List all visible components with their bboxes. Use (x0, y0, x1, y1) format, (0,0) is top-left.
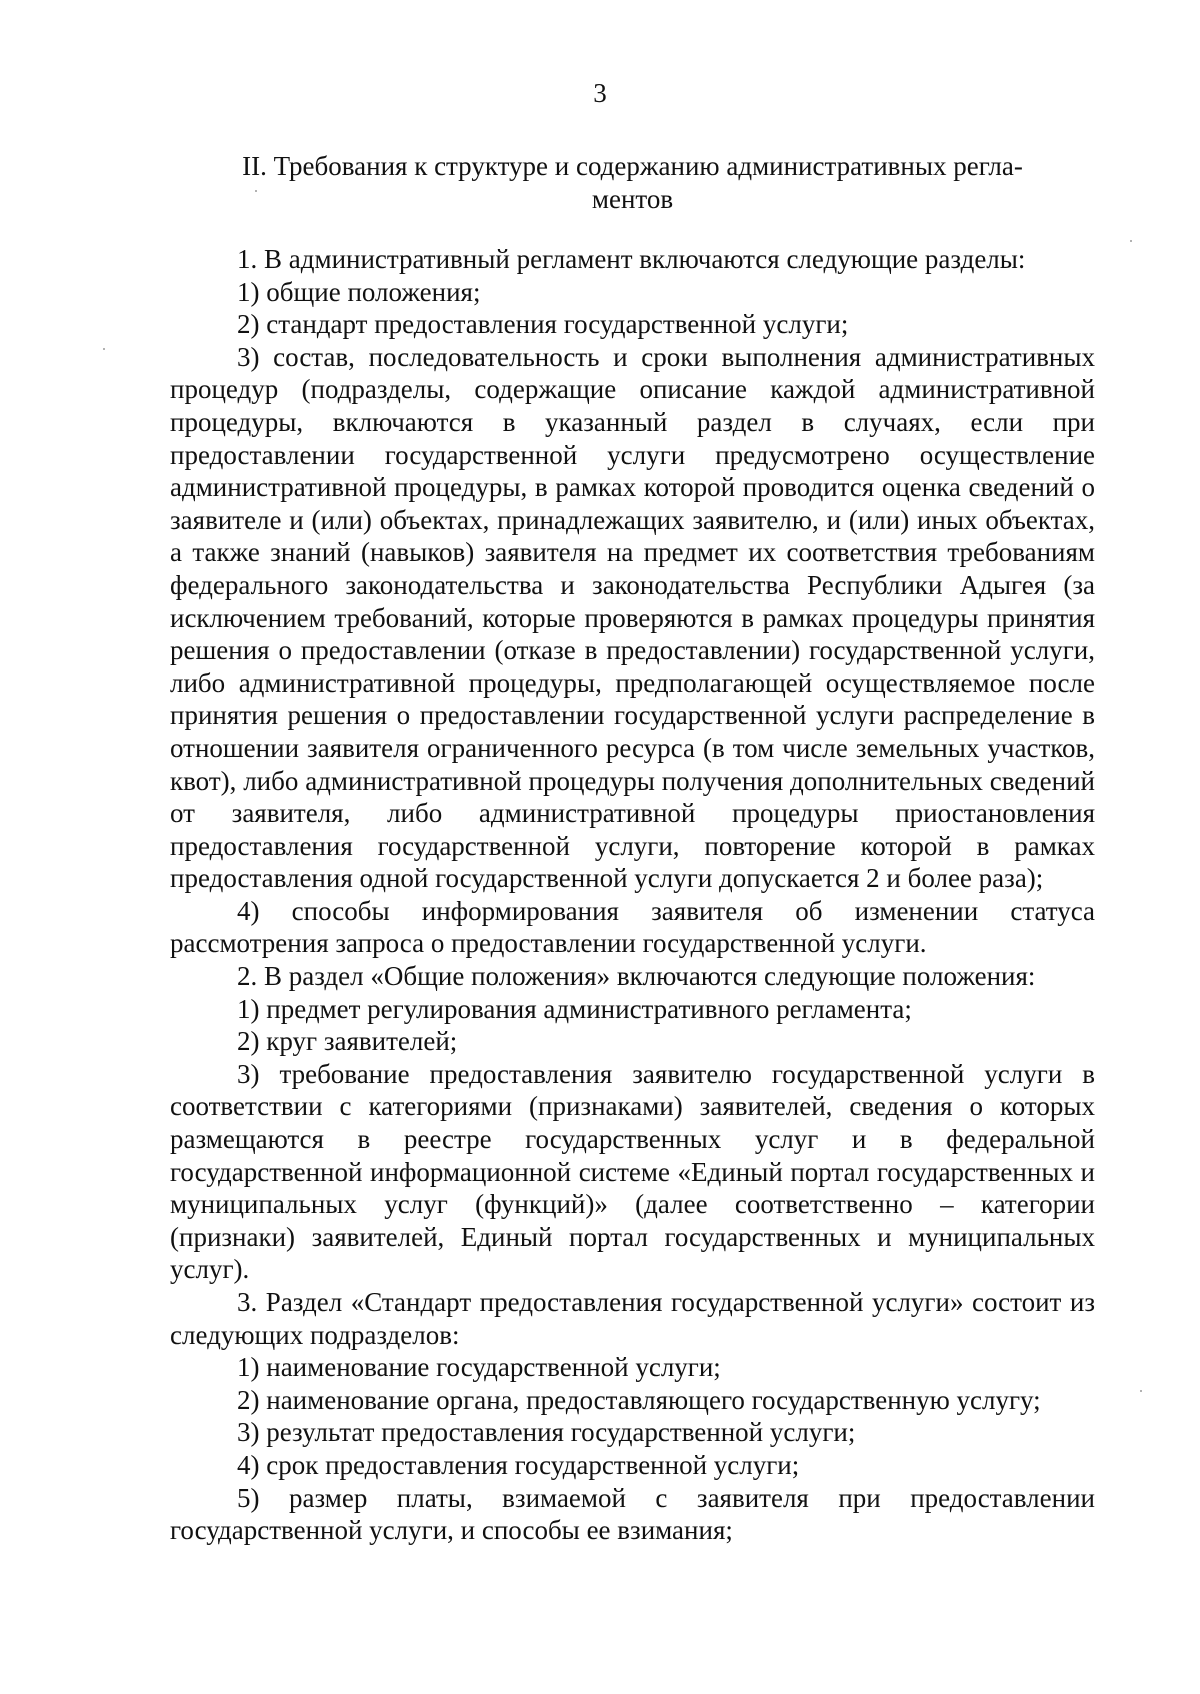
paragraph: 1. В административный регламент включаются следующие разделы: (237, 244, 1026, 274)
page-number: 3 (593, 78, 607, 108)
paragraph: 4) способы информирования заявителя об изменении статуса рассмотрения запроса о предоставлении государственной услуги. (170, 895, 1095, 959)
section-title (175, 150, 1090, 216)
paragraph: 1) общие положения; (237, 276, 481, 307)
section-title-line-2: ментов (591, 184, 674, 214)
scan-speck (103, 348, 105, 350)
paragraph: 4) срок предоставления государственной услуги; (237, 1449, 800, 1480)
paragraph: 2) наименование органа, предоставляющего государственную услугу; (237, 1384, 1041, 1415)
paragraph: 3) результат предоставления государственной услуги; (237, 1417, 856, 1448)
paragraph: 2) круг заявителей; (237, 1026, 458, 1057)
paragraph: 2) стандарт предоставления государственной услуги; (237, 309, 849, 340)
paragraph: 1) предмет регулирования административного регламента; (237, 993, 912, 1024)
paragraph: 3. Раздел «Стандарт предоставления государственной услуги» состоит из следующих подразделов: (170, 1287, 1095, 1350)
paragraph: 1) наименование государственной услуги; (237, 1352, 721, 1383)
section-title-line-1: II. Требования к структуре и содержанию административных регла- (242, 151, 1023, 181)
paragraph: 2. В раздел «Общие положения» включаются следующие положения: (237, 961, 1036, 992)
scan-speck (1130, 240, 1132, 242)
scan-speck (255, 190, 257, 192)
scan-speck (1140, 1390, 1142, 1392)
paragraph: 3) состав, последовательность и сроки выполнения административных процедур (подразделы, содержащие описание каждой административной процедуры, включаются в указанный раздел в случаях, если при предоставлении государственной услуги предусмотрено осуществление административной процедуры, в рамках которой проводится оценка сведений о заявителе и (или) объектах, принадлежащих заявителю, и (или) иных объектах, а также знаний (навыков) заявителя на предмет их соответствия требованиям федерального законодательства и законодательства Республики Адыгея (за исключением требований, которые проверяются в рамках процедуры принятия решения о предоставлении (отказе в предоставлении) государственной услуги, либо административной процедуры, предполагающей осуществляемое после принятия решения о предоставлении государственной услуги распределение в отношении заявителя ограниченного ресурса (в том числе земельных участков, квот), либо административной процедуры получения дополнительных сведений от заявителя, либо административной процедуры приостановления предоставления государственной услуги, повторение которой в рамках предоставления одной государственной услуги допускается 2 и более раза); (170, 341, 1095, 894)
paragraph: 3) требование предоставления заявителю государственной услуги в соответствии с категориями (признаками) заявителей, сведения о которых размещаются в реестре государственных услуг и в федеральной государственной информационной системе «Единый портал государственных и муниципальных услуг (функций)» (далее соответственно – категории (признаки) заявителей, Единый портал государственных и муниципальных услуг). (170, 1058, 1095, 1285)
paragraph: 5) размер платы, взимаемой с заявителя при предоставлении государственной услуги, и способы ее взимания; (170, 1482, 1095, 1546)
document-body (170, 243, 1095, 1547)
